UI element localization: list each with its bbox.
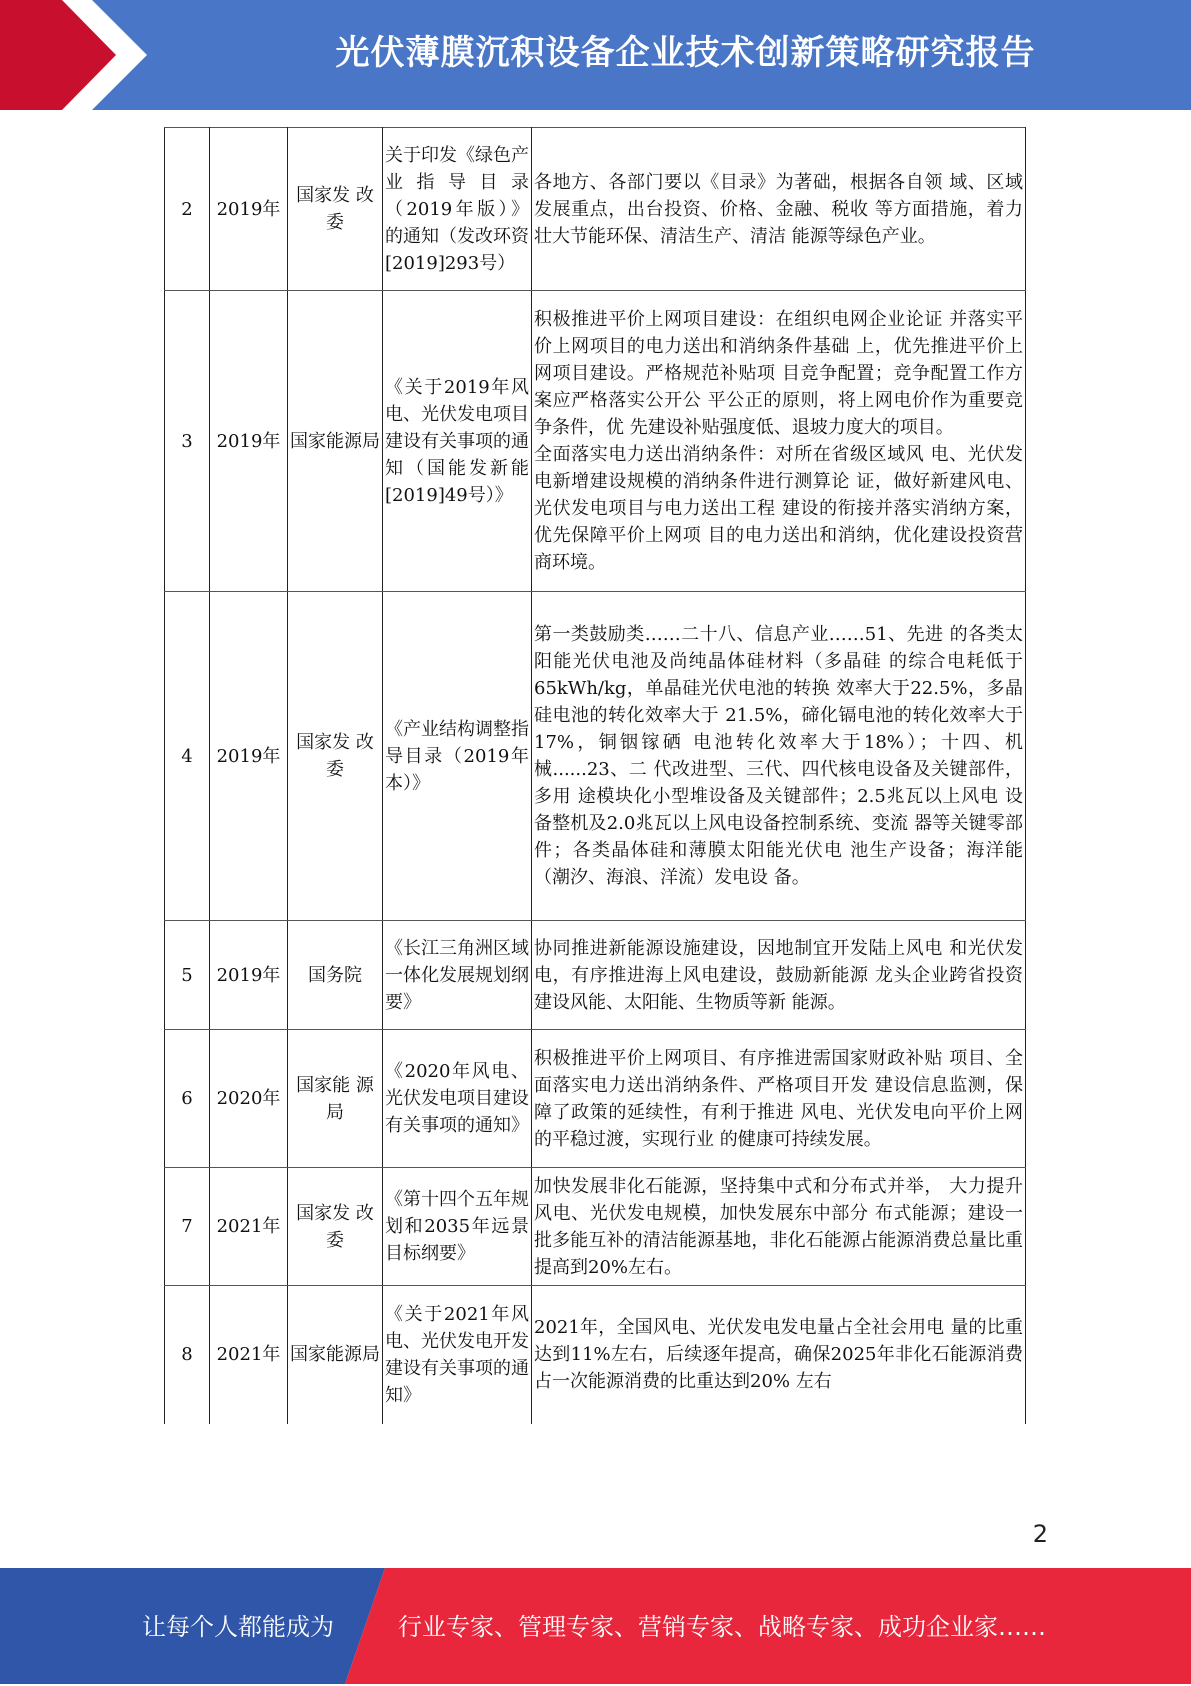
row-document: 《关于2019年风电、光伏发电项目建设有关事项的通知（国能发新能[2019]49号）》 — [383, 291, 532, 592]
policy-table — [164, 127, 1026, 1424]
page-number: 2 — [1032, 1520, 1048, 1548]
row-agency: 国务院 — [288, 921, 383, 1030]
row-content: 协同推进新能源设施建设，因地制宜开发陆上风电 和光伏发电，有序推进海上风电建设，鼓励新能源 龙头企业跨省投资建设风能、太阳能、生物质等新 能源。 — [532, 921, 1026, 1030]
row-year: 2019年 — [210, 592, 288, 921]
table-row — [165, 1030, 1026, 1168]
row-number: 4 — [165, 592, 210, 921]
row-year: 2021年 — [210, 1286, 288, 1424]
row-content: 2021年，全国风电、光伏发电发电量占全社会用电 量的比重达到11%左右，后续逐年提高，确保2025年非化石能源消费占一次能源消费的比重达到20% 左右 — [532, 1286, 1026, 1424]
row-document: 关于印发《绿色产业指导目录（2019年版）》的通知（发改环资[2019]293号） — [383, 128, 532, 291]
row-number: 7 — [165, 1168, 210, 1286]
row-year: 2021年 — [210, 1168, 288, 1286]
table-row — [165, 921, 1026, 1030]
footer-slogan-left: 让每个人都能成为 — [142, 1613, 334, 1641]
row-agency: 国家发 改委 — [288, 128, 383, 291]
row-number: 5 — [165, 921, 210, 1030]
row-number: 8 — [165, 1286, 210, 1424]
row-document: 《产业结构调整指导目录（2019年本）》 — [383, 592, 532, 921]
row-content: 积极推进平价上网项目、有序推进需国家财政补贴 项目、全面落实电力送出消纳条件、严格项目开发 建设信息监测，保障了政策的延续性，有利于推进 风电、光伏发电向平价上网的平稳过渡，实现行业 的健康可持续发展。 — [532, 1030, 1026, 1168]
table-row — [165, 592, 1026, 921]
report-footer — [0, 1568, 1191, 1684]
table-row — [165, 128, 1026, 291]
row-document: 《2020年风电、光伏发电项目建设有关事项的通知》 — [383, 1030, 532, 1168]
row-agency: 国家能源局 — [288, 1286, 383, 1424]
row-content: 积极推进平价上网项目建设：在组织电网企业论证 并落实平价上网项目的电力送出和消纳条件基础 上，优先推进平价上网项目建设。严格规范补贴项 目竞争配置；竞争配置工作方案应严格落实公开公 平公正的原则，将上网电价作为重要竞争条件，优 先建设补贴强度低、退坡力度大的项目。 全面落实电力送出消纳条件：对所在省级区域风 电、光伏发电新增建设规模的消纳条件进行测算论 证，做好新建风电、光伏发电项目与电力送出工程 建设的衔接并落实消纳方案，优先保障平价上网项 目的电力送出和消纳，优化建设投资营商环境。 — [532, 291, 1026, 592]
report-title: 光伏薄膜沉积设备企业技术创新策略研究报告 — [335, 33, 1036, 73]
row-agency: 国家能源局 — [288, 291, 383, 592]
row-agency: 国家发 改委 — [288, 592, 383, 921]
row-document: 《第十四个五年规划和2035年远景目标纲要》 — [383, 1168, 532, 1286]
row-agency: 国家能 源局 — [288, 1030, 383, 1168]
row-year: 2019年 — [210, 291, 288, 592]
row-document: 《长江三角洲区域一体化发展规划纲要》 — [383, 921, 532, 1030]
row-content: 加快发展非化石能源，坚持集中式和分布式并举， 大力提升风电、光伏发电规模，加快发展东中部分 布式能源；建设一批多能互补的清洁能源基地，非化石能源占能源消费总量比重提高到20%左右。 — [532, 1168, 1026, 1286]
row-year: 2020年 — [210, 1030, 288, 1168]
table-row — [165, 1168, 1026, 1286]
row-agency: 国家发 改委 — [288, 1168, 383, 1286]
row-document: 《关于2021年风电、光伏发电开发建设有关事项的通 知》 — [383, 1286, 532, 1424]
row-year: 2019年 — [210, 921, 288, 1030]
table-row — [165, 291, 1026, 592]
table-row — [165, 1286, 1026, 1424]
row-number: 6 — [165, 1030, 210, 1168]
row-number: 2 — [165, 128, 210, 291]
header-arrow-graphic — [0, 0, 160, 110]
report-header — [0, 0, 1191, 110]
row-content: 各地方、各部门要以《目录》为著础，根据各自领 域、区域发展重点，出台投资、价格、金融、税收 等方面措施，着力壮大节能环保、清洁生产、清洁 能源等绿色产业。 — [532, 128, 1026, 291]
row-number: 3 — [165, 291, 210, 592]
footer-slogan-right: 行业专家、管理专家、营销专家、战略专家、成功企业家…… — [398, 1613, 1046, 1641]
row-content: 第一类鼓励类……二十八、信息产业……51、先进 的各类太阳能光伏电池及尚纯晶体硅材料（多晶硅 的综合电耗低于65kWh/kg，单晶硅光伏电池的转换 效率大于22.5%，多晶硅电池的转化效率大于 21.5%，碲化镉电池的转化效率大于17%，铜铟镓硒 电池转化效率大于18%）；十四、机械......23、二 代改进型、三代、四代核电设备及关键部件，多用 途模块化小型堆设备及关键部件；2.5兆瓦以上风电 设备整机及2.0兆瓦以上风电设备控制系统、变流 器等关键零部件；各类晶体硅和薄膜太阳能光伏电 池生产设备；海洋能（潮汐、海浪、洋流）发电设 备。 — [532, 592, 1026, 921]
row-year: 2019年 — [210, 128, 288, 291]
